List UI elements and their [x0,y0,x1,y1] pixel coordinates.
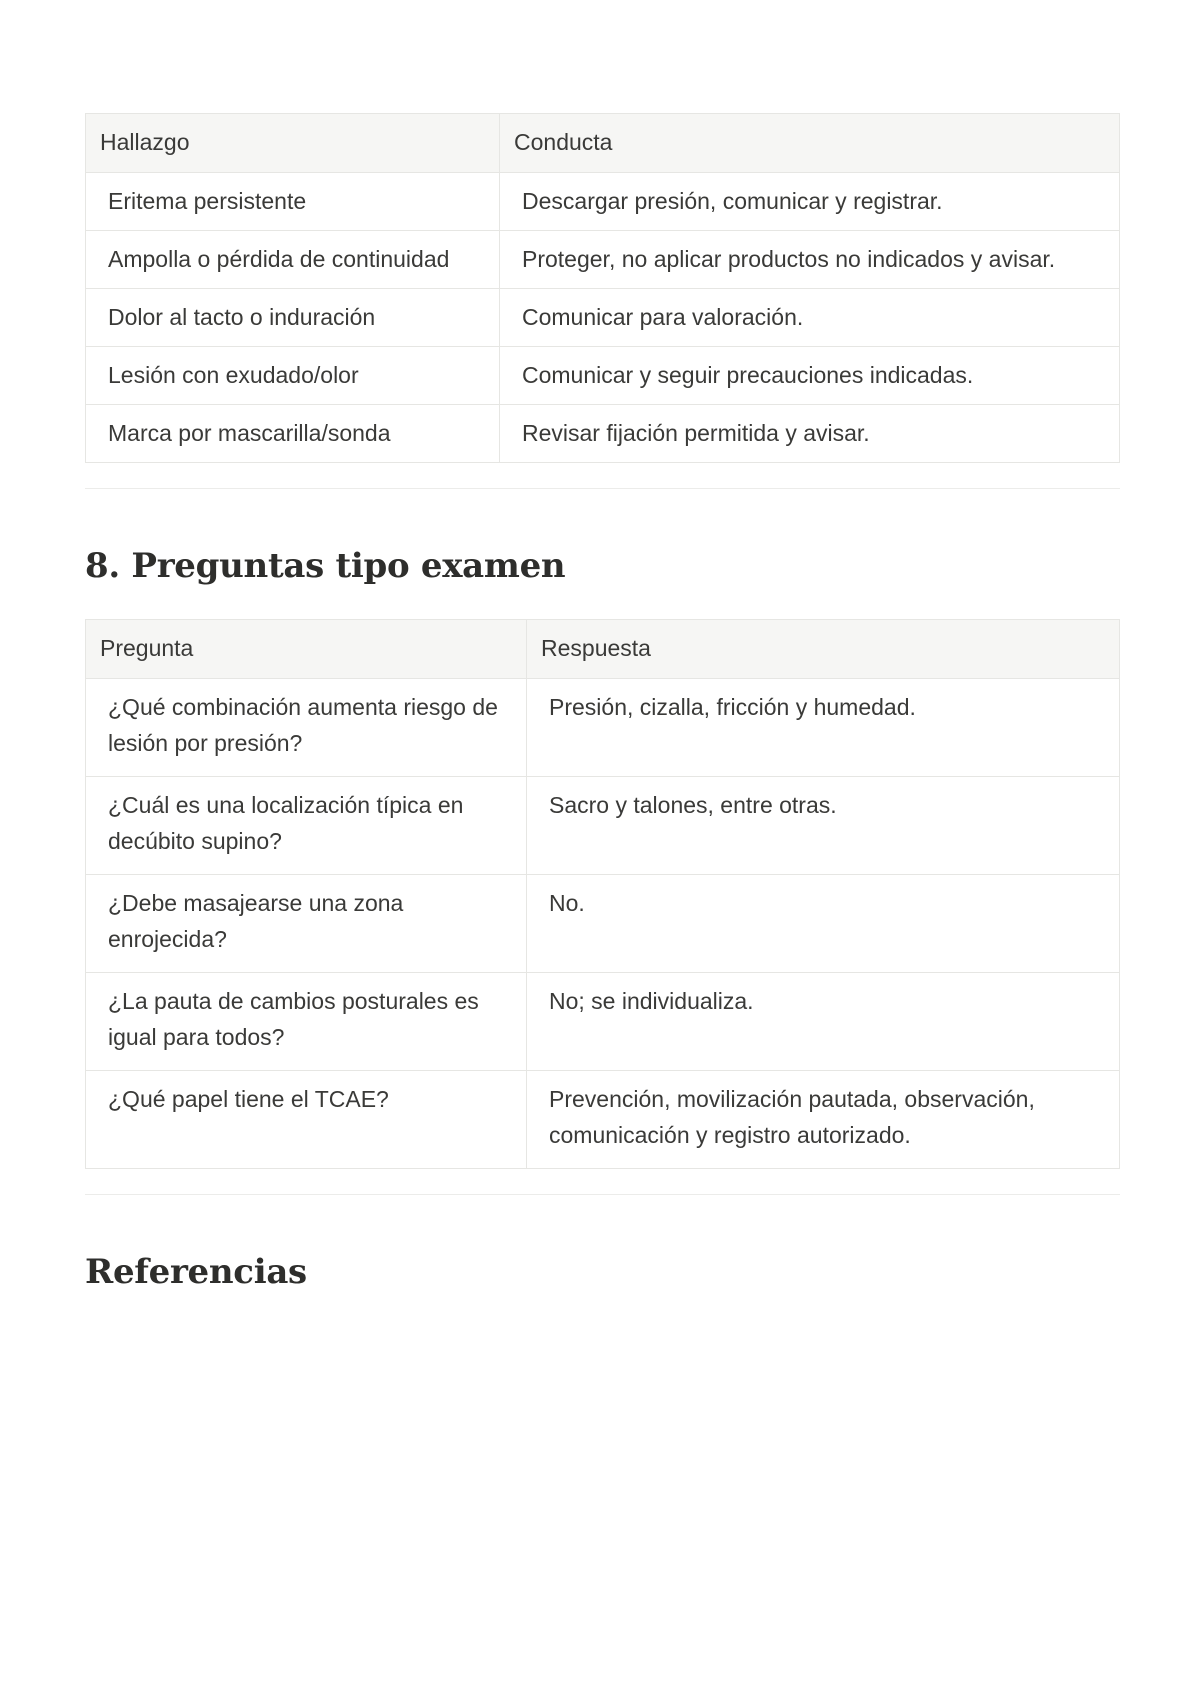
column-header-conducta: Conducta [500,114,1120,173]
section-heading-preguntas: 8. Preguntas tipo examen [85,546,566,586]
column-header-hallazgo: Hallazgo [86,114,500,173]
section-heading-referencias: Referencias [85,1252,307,1292]
table-row [86,173,1120,231]
table-cell: Dolor al tacto o induración [86,289,500,347]
table-row [86,347,1120,405]
table-cell: Sacro y talones, entre otras. [527,777,1120,875]
section-divider [85,488,1120,489]
table-cell: No; se individualiza. [527,973,1120,1071]
table-row [86,973,1120,1071]
hallazgos-table [85,113,1120,463]
table-cell: ¿Qué combinación aumenta riesgo de lesión por presión? [86,679,527,777]
table-cell: Eritema persistente [86,173,500,231]
table-cell: Comunicar y seguir precauciones indicadas. [500,347,1120,405]
table-cell: Prevención, movilización pautada, observación, comunicación y registro autorizado. [527,1071,1120,1169]
table-cell: ¿Debe masajearse una zona enrojecida? [86,875,527,973]
table-cell: Marca por mascarilla/sonda [86,405,500,463]
section-divider [85,1194,1120,1195]
table-cell: ¿La pauta de cambios posturales es igual para todos? [86,973,527,1071]
table-cell: Descargar presión, comunicar y registrar. [500,173,1120,231]
document-page [85,113,1120,1292]
table-row [86,231,1120,289]
table-row [86,875,1120,973]
table-cell: No. [527,875,1120,973]
column-header-respuesta: Respuesta [527,620,1120,679]
table-cell: Comunicar para valoración. [500,289,1120,347]
table-header-row [86,114,1120,173]
column-header-pregunta: Pregunta [86,620,527,679]
table-cell: Presión, cizalla, fricción y humedad. [527,679,1120,777]
table-cell: Proteger, no aplicar productos no indicados y avisar. [500,231,1120,289]
table-row [86,289,1120,347]
preguntas-table [85,619,1120,1169]
table-row [86,1071,1120,1169]
table-header-row [86,620,1120,679]
table-cell: ¿Cuál es una localización típica en decúbito supino? [86,777,527,875]
table-row [86,679,1120,777]
table-row [86,777,1120,875]
table-cell: Revisar fijación permitida y avisar. [500,405,1120,463]
table-row [86,405,1120,463]
table-cell: ¿Qué papel tiene el TCAE? [86,1071,527,1169]
table-cell: Lesión con exudado/olor [86,347,500,405]
table-cell: Ampolla o pérdida de continuidad [86,231,500,289]
